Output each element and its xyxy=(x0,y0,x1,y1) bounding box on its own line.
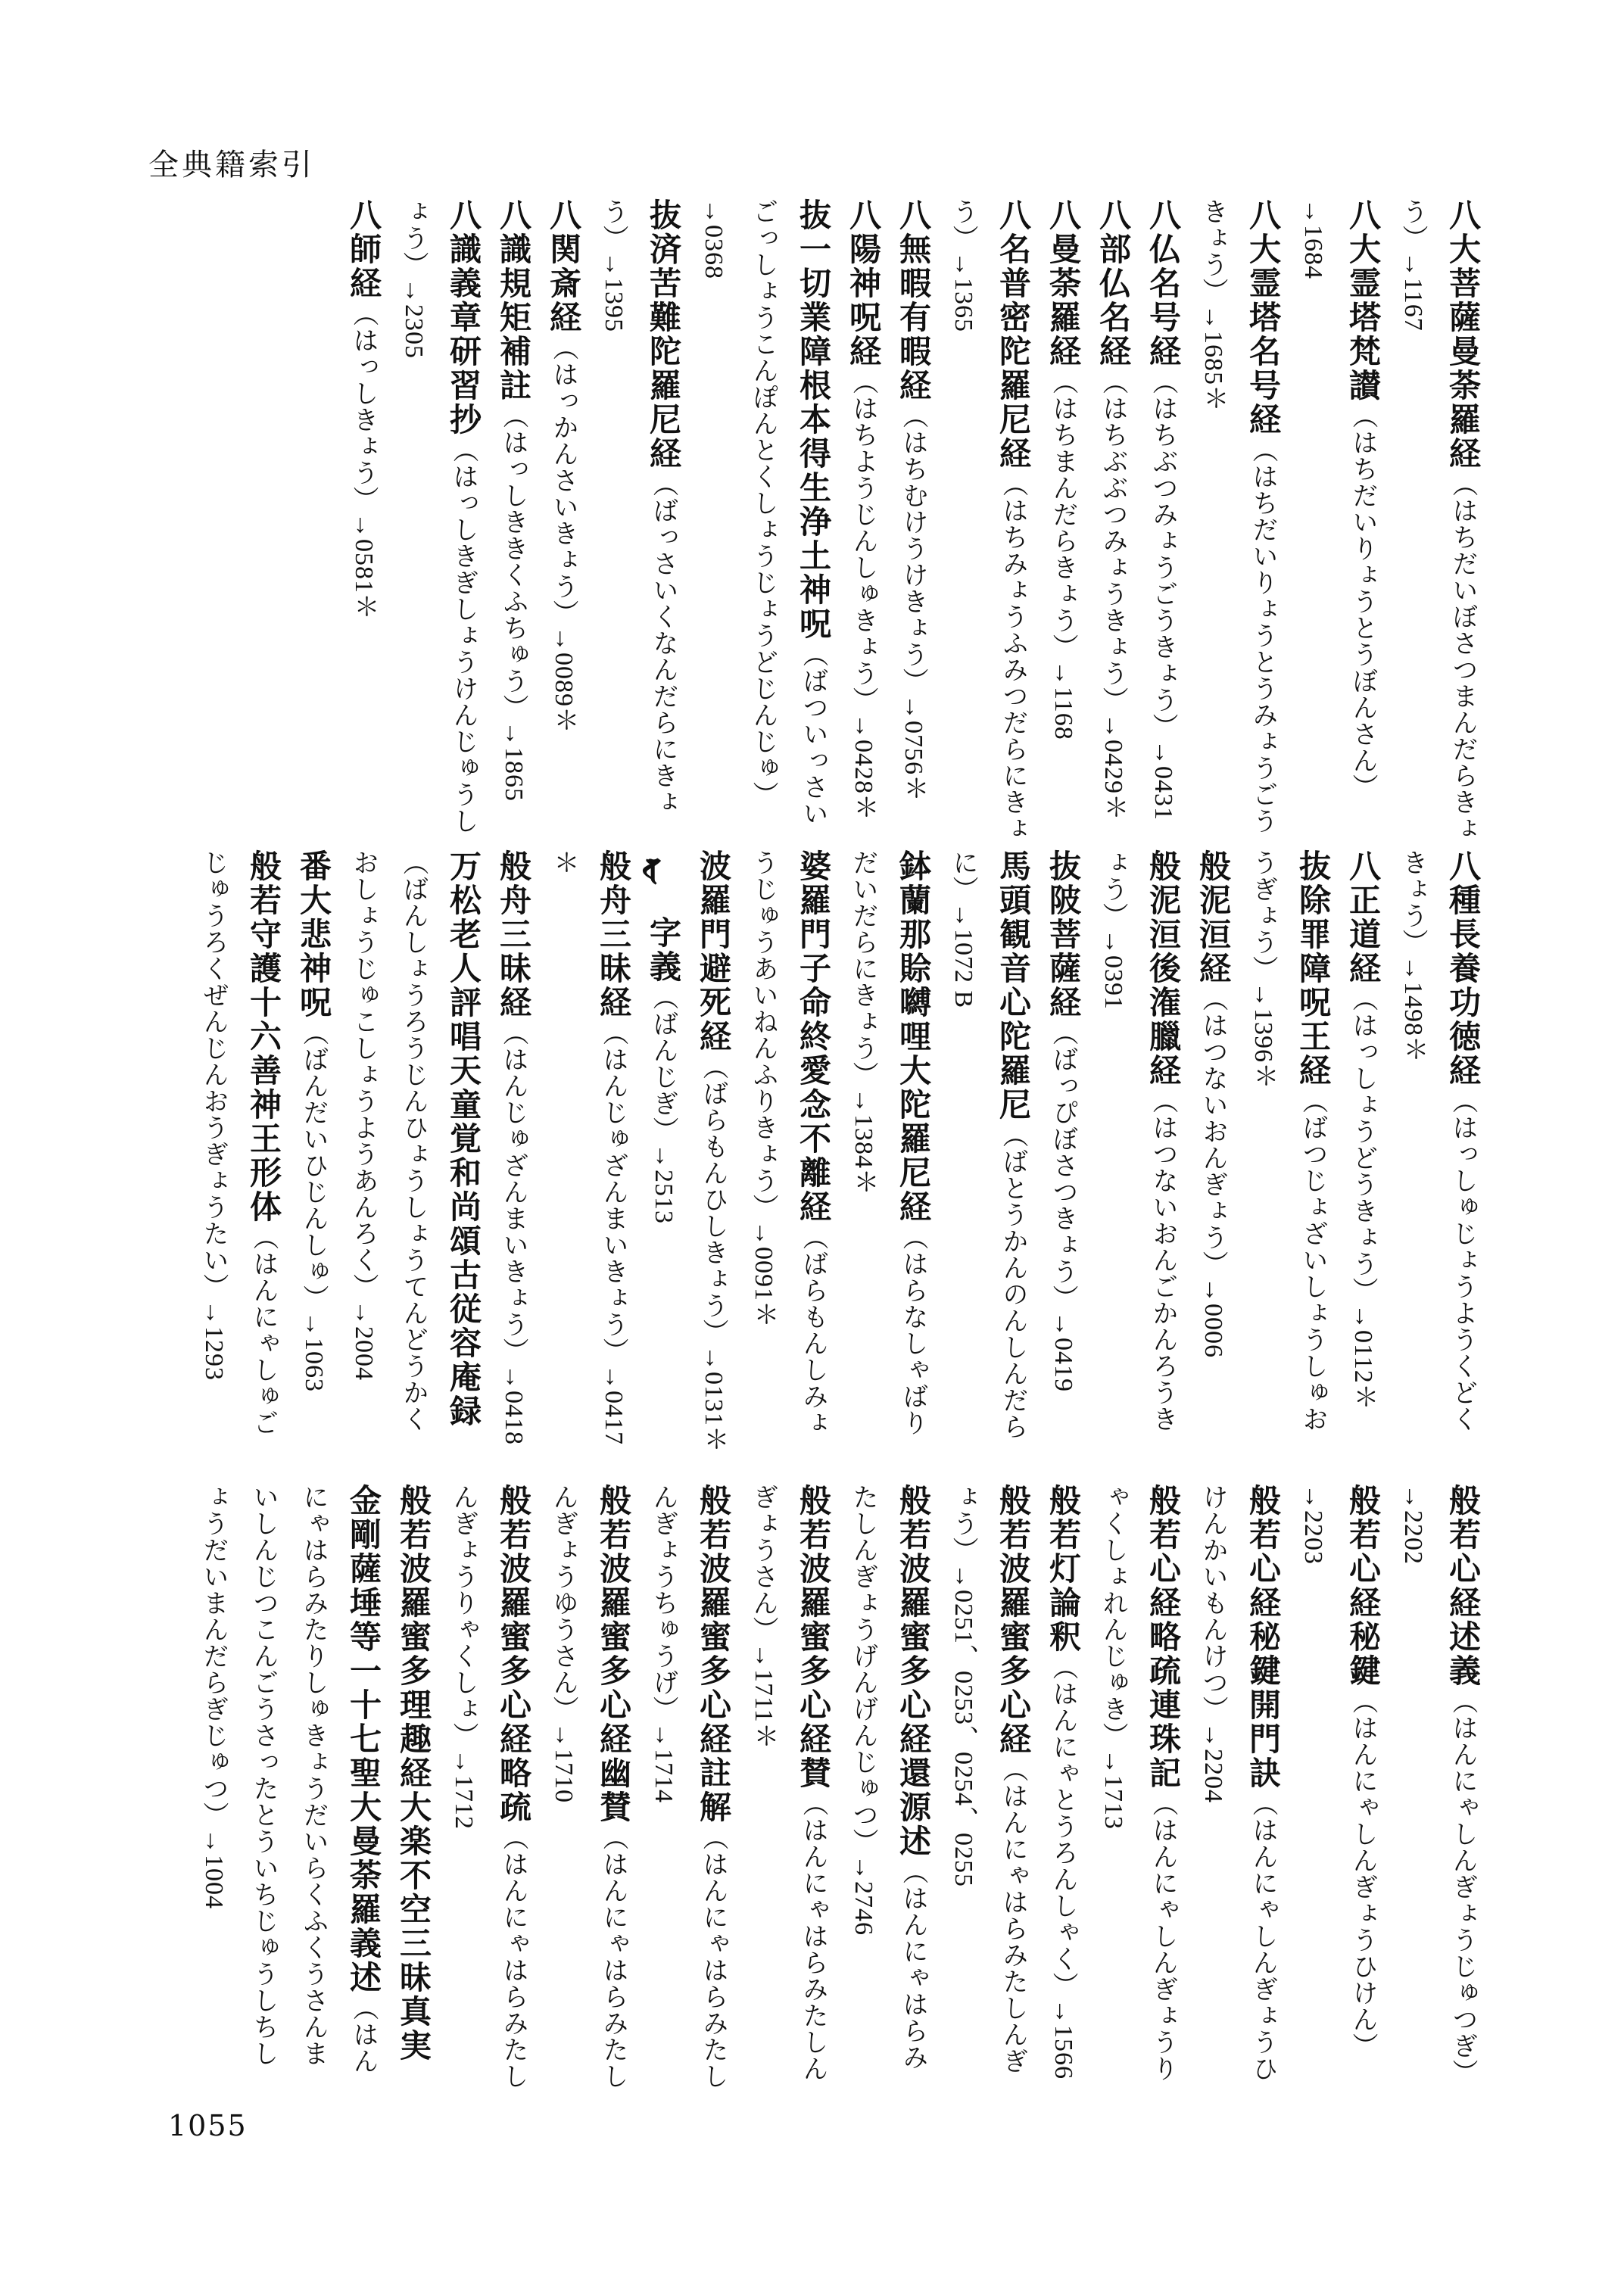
entry-reference: →0417＊ xyxy=(550,849,628,1445)
entry-reading: （はちようじんしゅきょう） xyxy=(848,369,878,713)
index-entry xyxy=(738,1484,838,2089)
entry-title: 八大霊塔梵讃 xyxy=(1345,198,1382,403)
entry-reference: →0418 xyxy=(500,1364,528,1445)
index-entry xyxy=(1338,849,1388,1455)
entry-reference: →1684 xyxy=(1299,198,1327,279)
entry-reading: （はちだいぼさつまんだらきょう） xyxy=(1398,198,1478,842)
index-entry xyxy=(189,1484,438,2089)
index-entry xyxy=(1388,1484,1488,2089)
entry-reading: （はんにゃとうろんしゃく） xyxy=(1048,1654,1078,1999)
index-entry xyxy=(1188,198,1288,849)
entry-reading: （はんにゃしんぎょうひけんかいもんけつ） xyxy=(1198,1484,1278,2082)
entry-reading: （ばんだいひじんしゅ） xyxy=(298,1020,329,1311)
entry-reference: →0431 xyxy=(1149,740,1177,821)
entry-reading: （はんにゃしんぎょうりゃくしょれんじゅき） xyxy=(1098,1484,1178,2082)
index-entry xyxy=(1088,1484,1188,2089)
entry-reference: →2203 xyxy=(1299,1484,1327,1565)
entry-reading: （はちぶつみょうごうきょう） xyxy=(1148,369,1178,740)
entry-reading: （はんにゃはらみたしんぎょうげんげんじゅつ） xyxy=(848,1484,928,2070)
entry-reference: →2305 xyxy=(400,278,428,359)
entry-reading: （はんにゃはらみたしんぎょうゆうさん） xyxy=(548,1484,628,2089)
entry-reading: （はっしょうどうきょう） xyxy=(1348,986,1378,1304)
entry-reference: →1714 xyxy=(650,1722,678,1803)
entry-reference: →2004 xyxy=(350,1300,378,1381)
index-entry xyxy=(1188,849,1238,1455)
entry-reference: →0368 xyxy=(700,198,728,279)
index-entry xyxy=(1288,198,1388,849)
entry-reading: （はちだいりょうとうぼんさん） xyxy=(1348,403,1378,800)
entry-reference: →0112＊ xyxy=(1349,1304,1377,1410)
index-entry xyxy=(1088,849,1188,1455)
entry-title: 八名普密陀羅尼経 xyxy=(995,198,1032,471)
entry-reading: （ばらもんひしきょう） xyxy=(698,1054,728,1345)
index-entry xyxy=(688,849,738,1455)
entry-reading: （はんにゃはらみたりしゅきょうだいらくふくうさんまいしんじつこんごうさったとういちじゅうしちしょうだいまんだらぎじゅつ） xyxy=(198,1484,379,2074)
entry-title: 抜済苦難陀羅尼経 xyxy=(645,198,682,471)
index-entry xyxy=(1388,849,1488,1455)
entry-reference: →1365 xyxy=(949,251,977,332)
entry-title: 八無暇有暇経 xyxy=(895,198,932,403)
entry-reading: （はんにゃしんぎょうじゅつぎ） xyxy=(1448,1688,1478,2086)
entry-reference: →1865 xyxy=(500,721,528,802)
entry-reading: （はつないおんぎょう） xyxy=(1198,986,1228,1277)
entry-reference: →1710 xyxy=(550,1722,578,1803)
entry-title: 八識規矩補註 xyxy=(495,198,532,403)
entry-reading: （ばっぴぼさつきょう） xyxy=(1048,1020,1078,1311)
entry-title: 般若灯論釈 xyxy=(1045,1484,1082,1654)
index-entry xyxy=(538,198,588,849)
index-entry xyxy=(438,1484,538,2089)
entry-reference: →1384＊ xyxy=(849,1088,877,1195)
entry-reference: →0006 xyxy=(1199,1277,1227,1358)
entry-reading: （はちみょうふみつだらにきょう） xyxy=(948,198,1028,842)
entry-reading: （はんにゃはらみたしんぎょう） xyxy=(948,1484,1028,2074)
entry-reference: →1072 B xyxy=(949,902,977,1009)
index-entry xyxy=(189,849,288,1455)
entry-reading: （はんにゃはらみたしんぎょうさん） xyxy=(748,1484,828,2082)
index-entry xyxy=(838,849,938,1455)
entry-title: 馬頭観音心陀羅尼 xyxy=(995,849,1032,1122)
entry-reference: →0428＊ xyxy=(849,713,877,821)
entry-reading: （ばらもんしみょうじゅうあいねんふりきょう） xyxy=(748,849,828,1436)
entry-reference: →1004 xyxy=(200,1828,228,1909)
entry-title: 般若心経略疏連珠記 xyxy=(1145,1484,1182,1790)
entry-reference: →0251、0253、0254、0255 xyxy=(949,1563,977,1887)
entry-reading: （はちむけうけきょう） xyxy=(898,403,928,694)
entry-reference: →2513 xyxy=(650,1143,678,1224)
page-number: 1055 xyxy=(168,2109,248,2142)
entry-title: 般若守護十六善神王形体 xyxy=(245,849,282,1224)
entry-title: 番大悲神呪 xyxy=(295,849,332,1020)
entry-title: 般舟三昧経 xyxy=(495,849,532,1020)
entry-reference: →0091＊ xyxy=(750,1220,778,1328)
entry-title: 般若心経秘鍵 xyxy=(1345,1484,1382,1688)
entry-reading: （はっしきょう） xyxy=(348,301,379,512)
entry-reading: （はらなしゃばりだいだらにきょう） xyxy=(848,849,928,1436)
index-entry xyxy=(1138,198,1188,849)
entry-title: 八部仏名経 xyxy=(1095,198,1132,369)
index-entry xyxy=(488,198,538,849)
index-entry xyxy=(1238,849,1338,1455)
entry-reading: （はんにゃしゅごじゅうろくぜんじんおうぎょうたい） xyxy=(198,849,279,1436)
entry-reference: →0581＊ xyxy=(350,512,378,620)
entry-reference: →1168 xyxy=(1049,660,1077,740)
entry-reference: →1712 xyxy=(450,1749,478,1830)
entry-reading: （はっしききくふちゅう） xyxy=(498,403,528,721)
entry-title: 般若波羅蜜多理趣経大楽不空三昧真実金剛薩埵等一十七聖大曼荼羅義述 xyxy=(345,1484,432,2063)
entry-reference: →1566 xyxy=(1049,1999,1077,2080)
entry-reading: （はんにゃしんぎょうひけん） xyxy=(1348,1688,1378,2059)
entry-title: 般若波羅蜜多心経略疏 xyxy=(495,1484,532,1824)
entry-reference: →1713 xyxy=(1099,1749,1127,1830)
index-entry xyxy=(1388,198,1488,849)
entry-title: 般若心経述義 xyxy=(1445,1484,1482,1688)
entry-title: 八師経 xyxy=(345,198,382,301)
entry-title: 般泥洹後潅臘経 xyxy=(1145,849,1182,1088)
index-tier-3 xyxy=(178,1484,1488,2089)
index-entry xyxy=(938,198,1038,849)
entry-title: 万松老人評唱天童覚和尚頌古従容庵録 xyxy=(445,849,482,1428)
entry-title: 波羅門避死経 xyxy=(695,849,732,1054)
entry-reading: （はつないおんごかんろうきょう） xyxy=(1098,849,1178,1432)
index-entry xyxy=(1188,1484,1288,2089)
entry-reference: →2202 xyxy=(1399,1484,1427,1565)
index-tier-1 xyxy=(178,198,1488,849)
entry-reading: （ばんじぎ） xyxy=(648,984,678,1143)
entry-reading: （ばっさいくなんだらにきょう） xyxy=(598,198,678,815)
index-entry xyxy=(838,1484,938,2089)
entry-reading: （ばついっさいごっしょうこんぽんとくしょうじょうどじんじゅ） xyxy=(748,198,828,827)
index-entry xyxy=(1038,1484,1088,2089)
entry-reading: （はんじゅざんまいきょう） xyxy=(598,1020,628,1364)
index-entry xyxy=(338,849,488,1455)
entry-reference: →1167 xyxy=(1399,251,1427,332)
index-entry xyxy=(838,198,888,849)
entry-reading: （はんじゅざんまいきょう） xyxy=(498,1020,528,1364)
entry-reference: →0131＊ xyxy=(700,1345,728,1453)
entry-reading: （はちだいりょうとうみょうごうきょう） xyxy=(1198,198,1278,834)
index-entry xyxy=(1038,849,1088,1455)
index-entry xyxy=(288,849,338,1455)
entry-reading: （はちまんだらきょう） xyxy=(1048,369,1078,660)
entry-reading: （ばつじょざいしょうしゅおうぎょう） xyxy=(1248,849,1328,1432)
entry-reference: →2746 xyxy=(849,1855,877,1936)
entry-title: 八陽神呪経 xyxy=(845,198,882,369)
entry-title: 般若波羅蜜多心経幽賛 xyxy=(595,1484,632,1824)
entry-reference: →0391 xyxy=(1099,929,1127,1010)
entry-title: 般若波羅蜜多心経還源述 xyxy=(895,1484,932,1858)
entry-title: 抜陂菩薩経 xyxy=(1045,849,1082,1020)
entry-title: 般舟三昧経 xyxy=(595,849,632,1020)
entry-title: 八識義章研習抄 xyxy=(445,198,482,437)
index-entry xyxy=(938,849,1038,1455)
entry-reading: （はんにゃはらみたしんぎょうりゃくしょ） xyxy=(448,1484,528,2089)
entry-title: 般若心経秘鍵開門訣 xyxy=(1245,1484,1282,1790)
entry-reading: （はっしきぎしょうけんじゅうしょう） xyxy=(398,198,478,834)
entry-reference: →1293 xyxy=(200,1300,228,1381)
entry-title: 八大霊塔名号経 xyxy=(1245,198,1282,437)
entry-title: 鉢蘭那賒嚩哩大陀羅尼経 xyxy=(895,849,932,1224)
index-entry xyxy=(638,1484,738,2089)
index-entry xyxy=(1288,1484,1388,2089)
index-entry xyxy=(488,849,538,1455)
index-entry xyxy=(1088,198,1138,849)
entry-reference: →0756＊ xyxy=(899,694,927,802)
index-entry xyxy=(688,198,838,849)
entry-title: 抜一切業障根本得生浄土神呪 xyxy=(795,198,832,641)
entry-reference: →1396＊ xyxy=(1249,982,1277,1089)
index-tier-2 xyxy=(178,849,1488,1455)
entry-reading: （はちぶぶつみょうきょう） xyxy=(1098,369,1128,713)
entry-title: 般若波羅蜜多心経註解 xyxy=(695,1484,732,1824)
entry-reading: （ばんしょうろうじんひょうしょうてんどうかくおしょうじゅこしょうようあんろく） xyxy=(348,849,429,1432)
entry-reference: →0419 xyxy=(1049,1311,1077,1392)
entry-title: 𑖪字義 xyxy=(645,849,682,984)
index-entry xyxy=(1038,198,1088,849)
index-entry xyxy=(638,849,688,1455)
index-entry xyxy=(588,198,688,849)
entry-title: 八仏名号経 xyxy=(1145,198,1182,369)
index-entry xyxy=(538,1484,638,2089)
entry-title: 八種長養功徳経 xyxy=(1445,849,1482,1088)
index-entry xyxy=(738,849,838,1455)
index-entry xyxy=(888,198,938,849)
index-entry xyxy=(538,849,638,1455)
entry-reading: （はんにゃはらみたしんぎょうちゅうげ） xyxy=(648,1484,728,2089)
entry-title: 八大菩薩曼荼羅経 xyxy=(1445,198,1482,471)
entry-reference: →0429＊ xyxy=(1099,713,1127,821)
index-entry xyxy=(388,198,488,849)
entry-reference: →1395 xyxy=(600,251,628,332)
entry-reading: （はっかんさいきょう） xyxy=(548,335,578,626)
entry-reference: →2204 xyxy=(1199,1722,1227,1803)
entry-title: 抜除罪障呪王経 xyxy=(1295,849,1332,1088)
entry-reference: →1498＊ xyxy=(1399,955,1427,1063)
running-header: 全典籍索引 xyxy=(148,148,315,182)
entry-reference: →0089＊ xyxy=(550,626,578,734)
entry-reading: （ばとうかんのんしんだらに） xyxy=(948,849,1028,1440)
entry-title: 八曼荼羅経 xyxy=(1045,198,1082,369)
index-entry xyxy=(338,198,388,849)
entry-reference: →1063 xyxy=(300,1311,328,1392)
entry-title: 般泥洹経 xyxy=(1195,849,1232,986)
entry-title: 般若波羅蜜多心経賛 xyxy=(795,1484,832,1790)
index-entry xyxy=(938,1484,1038,2089)
entry-reference: →1685＊ xyxy=(1199,304,1227,412)
entry-reference: →1711＊ xyxy=(750,1643,778,1749)
entry-title: 婆羅門子命終愛念不離経 xyxy=(795,849,832,1224)
entry-title: 八関斎経 xyxy=(545,198,582,335)
entry-title: 般若波羅蜜多心経 xyxy=(995,1484,1032,1756)
entry-title: 八正道経 xyxy=(1345,849,1382,986)
entry-reading: （はっしゅじょうようくどくきょう） xyxy=(1398,849,1478,1432)
